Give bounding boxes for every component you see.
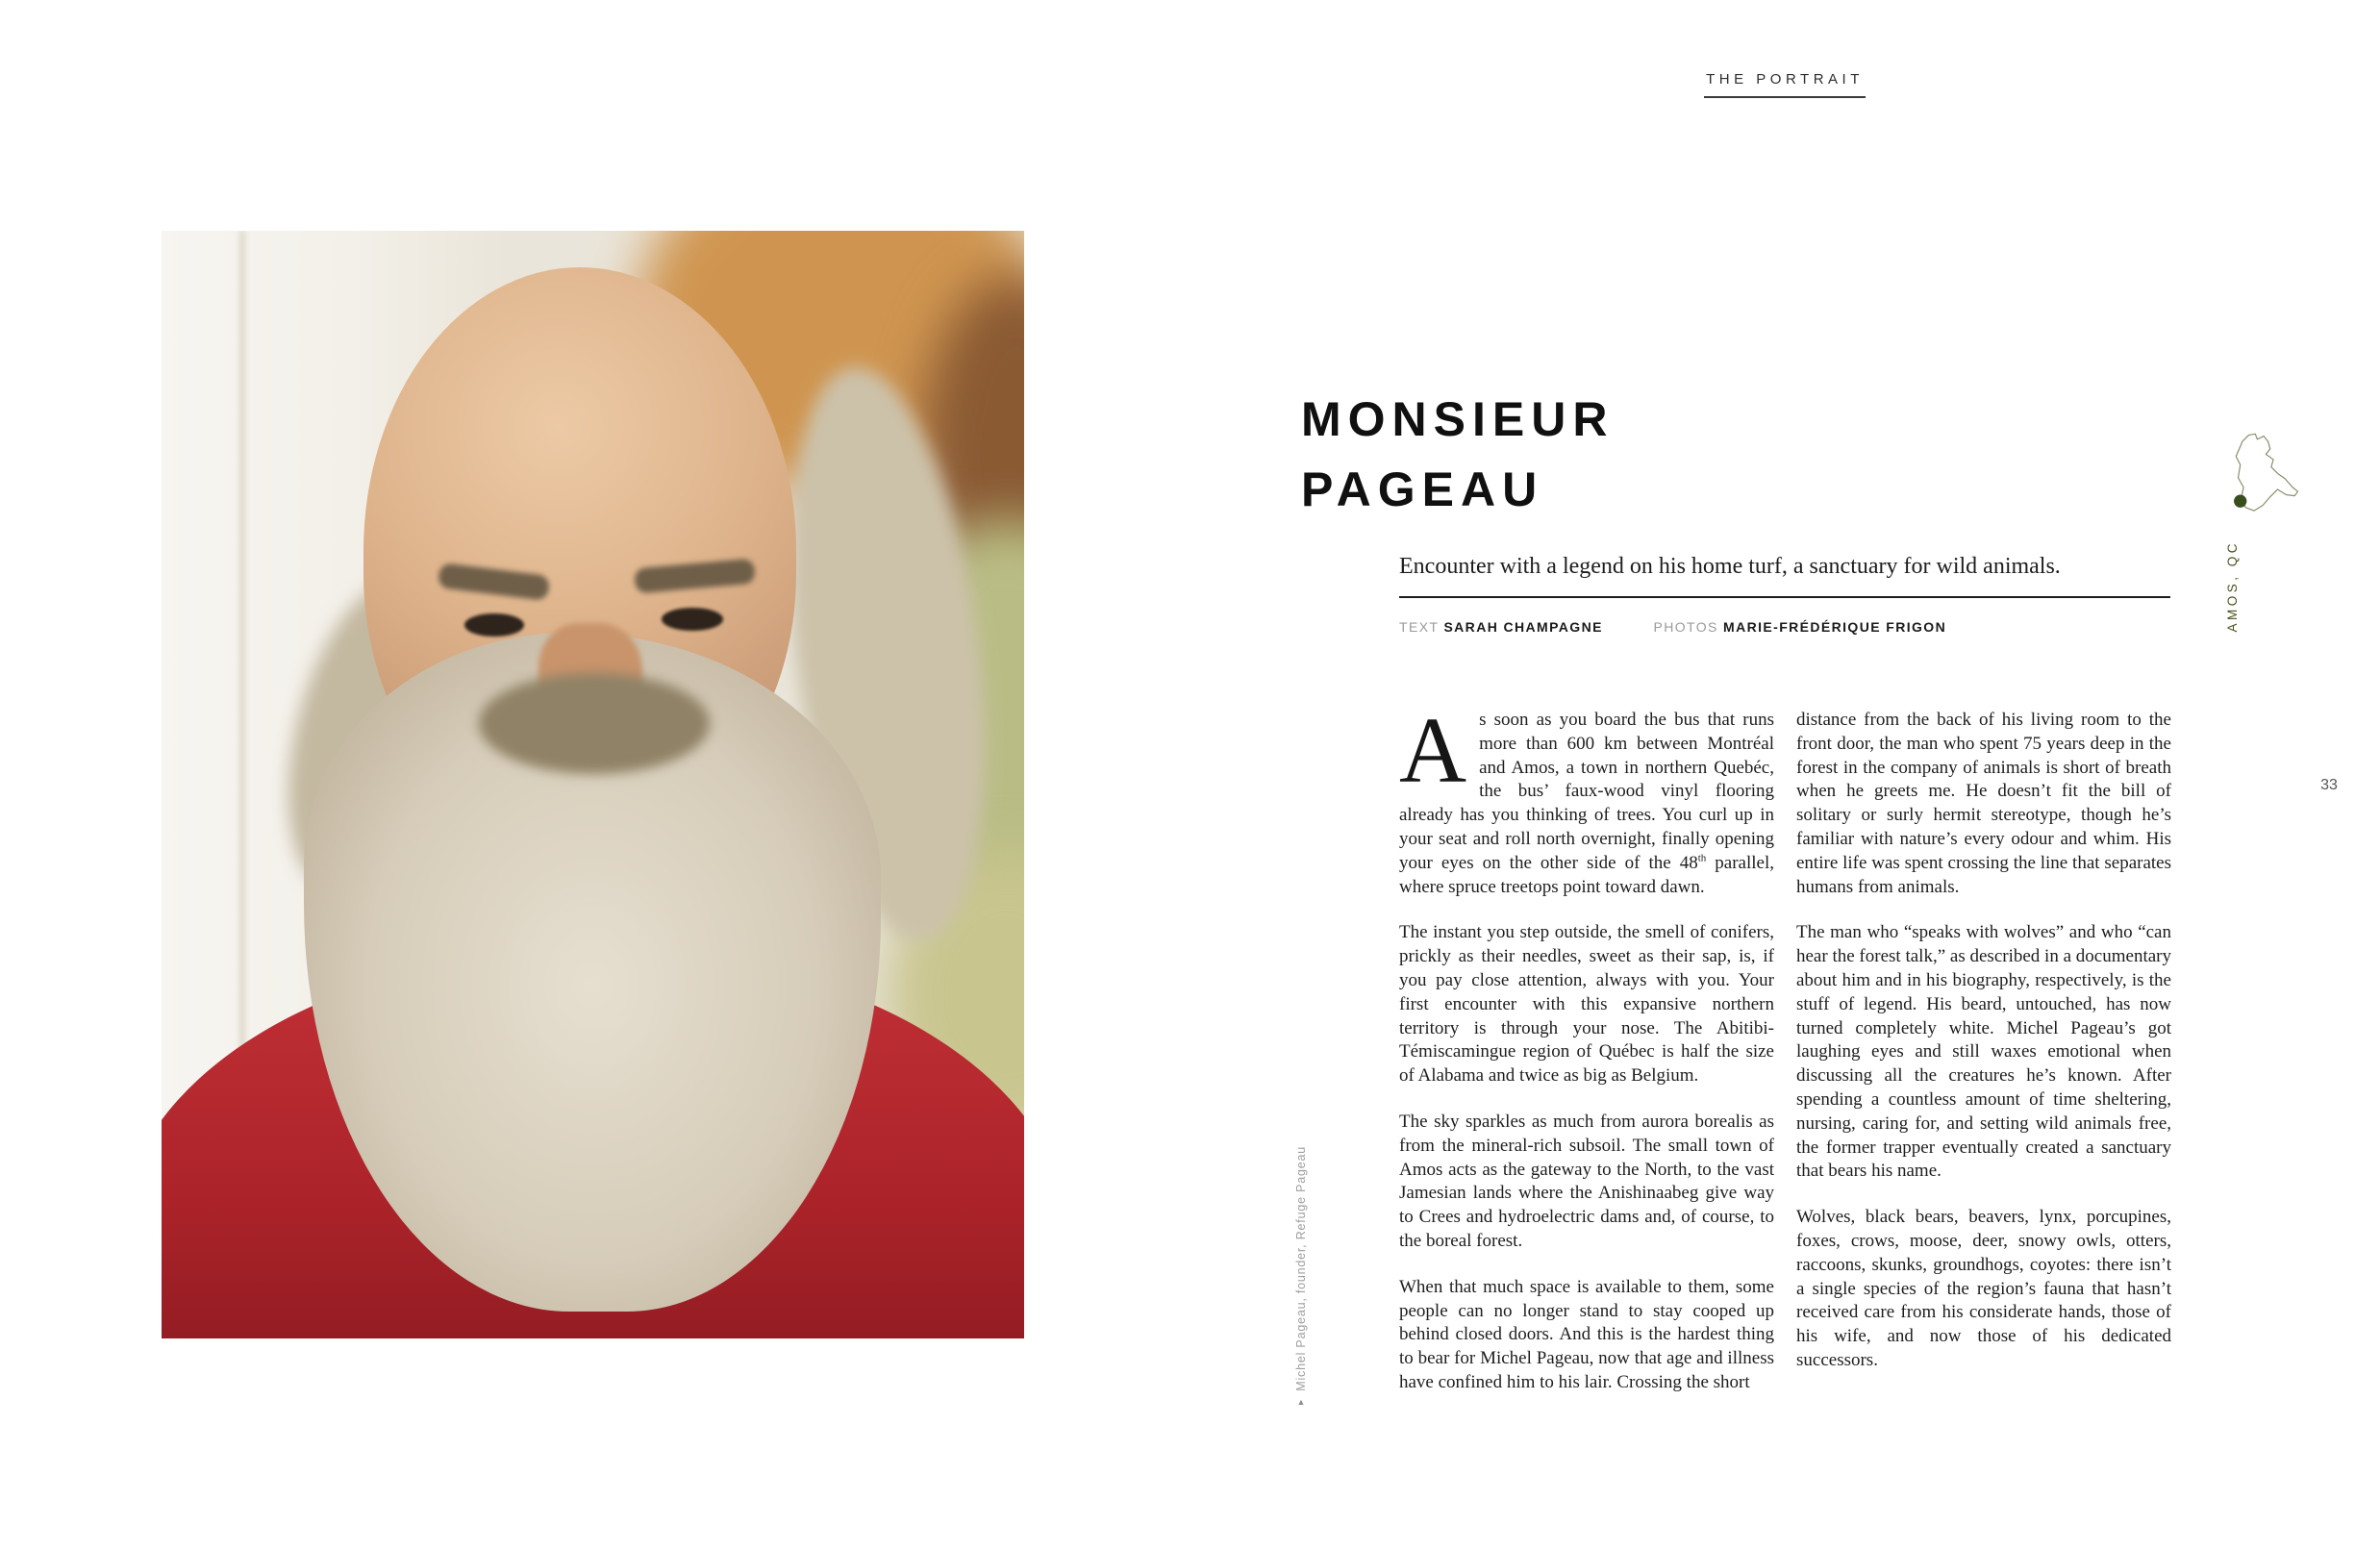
byline-rule <box>1399 596 2170 598</box>
body-column-2 <box>1796 709 2171 1373</box>
portrait-subject <box>162 231 1024 1338</box>
byline-photos-label: PHOTOS <box>1653 619 1718 635</box>
lead-text: s soon as you board the bus that runs more than 600 km between Montréal and Amos, a town in northern Quebéc, the bus’ faux-wood vinyl flooring already has you thinking of trees. You curl up in your seat and roll north overnight, finally opening your eyes on the other side of the 48 <box>1399 710 1774 873</box>
body-paragraph: distance from the back of his living room to the front door, the man who spent 75 years deep in the forest in the company of animals is short of breath when he greets me. He doesn’t fit the bill of solitary or surly hermit stereotype, though he’s familiar with nature’s every odour and whim. His entire life was spent crossing the line that separates humans from animals. <box>1796 710 2171 897</box>
article-title-line2: PAGEAU <box>1301 462 1544 516</box>
photo-caption <box>1289 1146 1314 1407</box>
body-paragraph: The man who “speaks with wolves” and who “can hear the forest talk,” as described in a documentary about him and in his biography, respectively, is the stuff of legend. His beard, untouched, has now turned completely white. Michel Pageau’s got laughing eyes and still waxes emotional when discussing all the creatures he’s known. After spending a countless amount of time sheltering, nursing, caring for, and setting wild animals free, the former trapper eventually created a sanctuary that bears his name. <box>1796 922 2171 1182</box>
location-label: AMOS, QC <box>2225 540 2240 633</box>
byline-text-label: TEXT <box>1399 619 1440 635</box>
section-header <box>1577 71 1992 98</box>
article-title <box>1301 385 1614 525</box>
article-subtitle: Encounter with a legend on his home turf, a sanctuary for wild animals. <box>1399 554 2061 579</box>
byline-photos-author: MARIE-FRÉDÉRIQUE FRIGON <box>1723 619 1947 635</box>
byline <box>1399 619 2178 635</box>
body-paragraph: The sky sparkles as much from aurora borealis as from the mineral-rich subsoil. The small town of Amos acts as the gateway to the North, to the vast Jamesian lands where the Anishinaabeg give way to Crees and hydroelectric dams and, of course, to the boreal forest. <box>1399 1111 1774 1251</box>
body-paragraph: Wolves, black bears, beavers, lynx, porcupines, foxes, crows, moose, deer, snowy owls, otters, raccoons, skunks, groundhogs, coyotes: there isn’t a single species of the region’s fauna that hasn’t received care from his considerate hands, those of his wife, and now those of his dedicated successors. <box>1796 1207 2171 1370</box>
article-title-line1: MONSIEUR <box>1301 392 1615 446</box>
photo-caption-text: Michel Pageau, founder, Refuge Pageau <box>1294 1146 1308 1391</box>
drop-cap: A <box>1399 699 1467 802</box>
portrait-photo <box>162 231 1024 1338</box>
page-number: 33 <box>2320 777 2338 793</box>
body-paragraph: The instant you step outside, the smell of conifers, prickly as their needles, sweet as their sap, is, if you pay close attention, always with you. Your first encounter with this expansive northern territory is through your nose. The Abitibi-Témiscamingue region of Québec is half the size of Alabama and twice as big as Belgium. <box>1399 922 1774 1087</box>
caption-triangle-icon: ▲ <box>1296 1396 1306 1407</box>
quebec-outline-map-icon <box>2225 431 2300 529</box>
mustache <box>479 673 710 774</box>
lead-text-end: parallel, where spruce treetops point toward dawn. <box>1399 852 1775 897</box>
body-paragraph: When that much space is available to them, some people can no longer stand to stay cooped up behind closed doors. And this is the hardest thing to bear for Michel Pageau, now that age and illness have confined him to his lair. Crossing the short <box>1399 1276 1774 1392</box>
body-paragraph-lead <box>1399 699 1775 899</box>
body-column-1 <box>1399 699 1775 1395</box>
location-label-wrap <box>2225 540 2252 646</box>
location-dot-icon <box>2234 495 2246 508</box>
eye-right <box>662 608 723 631</box>
ordinal-superscript: th <box>1697 852 1707 864</box>
eye-left <box>464 613 524 637</box>
section-label: THE PORTRAIT <box>1704 71 1866 98</box>
byline-text-author: SARAH CHAMPAGNE <box>1443 619 1603 635</box>
